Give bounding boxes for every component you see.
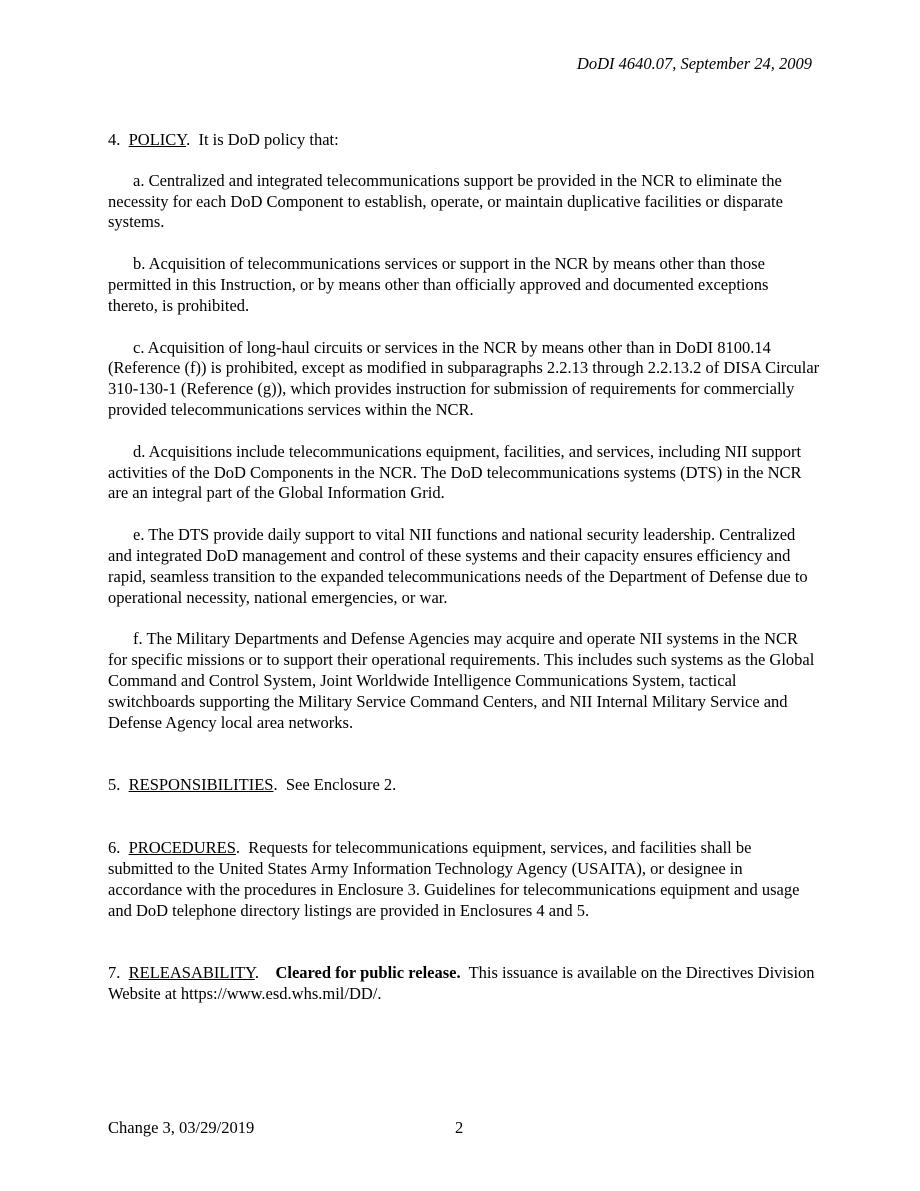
document-body	[108, 130, 820, 1005]
policy-paragraph-d: d. Acquisitions include telecommunications equipment, facilities, and services, including NII support activities of the DoD Components in the NCR. The DoD telecommunications systems (DTS) in the NCR are an integral part of the Global Information Grid.	[108, 441, 802, 503]
policy-paragraph-c: c. Acquisition of long-haul circuits or services in the NCR by means other than in DoDI 8100.14 (Reference (f)) is prohibited, except as modified in subparagraphs 2.2.13 through 2.2.13.2 of DISA Circular 310-130-1 (Reference (g)), which provides instruction for submission of requirements for commercially provided telecommunications services within the NCR.	[108, 337, 820, 419]
section-number: 5.	[108, 775, 121, 795]
policy-paragraph-e: e. The DTS provide daily support to vital NII functions and national security leadership. Centralized and integrated DoD management and control of these systems and their capacity ensures efficiency and rapid, seamless transition to the expanded telecommunications needs of the Department of Defense due to operational necessity, national emergencies, or war.	[108, 525, 808, 607]
section-number: 6.	[108, 838, 121, 858]
responsibilities-text: See Enclosure 2.	[285, 775, 397, 795]
procedures-section: 6. PROCEDURES. Requests for telecommunications equipment, services, and facilities shall be submitted to the United States Army Information Technology Agency (USAITA), or designee in accordance with the procedures in Enclosure 3. Guidelines for telecommunications equipment and usage and DoD telephone directory listings are provided in Enclosures 4 and 5.	[108, 838, 800, 920]
change-footer: Change 3, 03/29/2019	[108, 1118, 255, 1137]
running-header: DoDI 4640.07, September 24, 2009	[576, 54, 812, 73]
page-number: 2	[455, 1118, 464, 1137]
section-number: 4.	[108, 130, 121, 149]
procedures-text: Requests for telecommunications equipment, services, and facilities shall be submitted to the United States Army Information Technology Agency (USAITA), or designee in accordance with the procedures in Enclosure 3. Guidelines for telecommunications equipment and usage and DoD telephone directory listings are provided in Enclosures 4 and 5.	[108, 838, 800, 920]
releasability-text: This issuance is available on the Directives Division Website at https://www.esd.whs.mil/DD/.	[108, 963, 815, 1004]
releasability-section: 7. RELEASABILITY. Cleared for public release. This issuance is available on the Directives Division Website at https://www.esd.whs.mil/DD/.	[108, 963, 815, 1004]
policy-paragraph-f: f. The Military Departments and Defense Agencies may acquire and operate NII systems in the NCR for specific missions or to support their operational requirements. This includes such systems as the Global Command and Control System, Joint Worldwide Intelligence Communications System, tactical switchboards supporting the Military Service Command Centers, and NII Internal Military Service and Defense Agency local area networks.	[108, 629, 815, 732]
policy-paragraph-b: b. Acquisition of telecommunications services or support in the NCR by means other than those permitted in this Instruction, or by means other than officially approved and documented exceptions thereto, is prohibited.	[108, 254, 769, 315]
releasability-bold-text: Cleared for public release.	[275, 963, 461, 983]
policy-heading: POLICY	[128, 130, 187, 149]
policy-section-title: 4. POLICY. It is DoD policy that:	[108, 130, 339, 149]
section-number: 7.	[108, 963, 121, 983]
policy-intro: It is DoD policy that:	[198, 130, 339, 149]
releasability-heading: RELEASABILITY	[128, 963, 255, 983]
procedures-heading: PROCEDURES	[128, 838, 236, 858]
policy-paragraph-a: a. Centralized and integrated telecommunications support be provided in the NCR to eliminate the necessity for each DoD Component to establish, operate, or maintain duplicative facilities or disparate systems.	[108, 170, 783, 232]
responsibilities-heading: RESPONSIBILITIES	[128, 775, 274, 795]
responsibilities-section: 5. RESPONSIBILITIES. See Enclosure 2.	[108, 775, 397, 795]
